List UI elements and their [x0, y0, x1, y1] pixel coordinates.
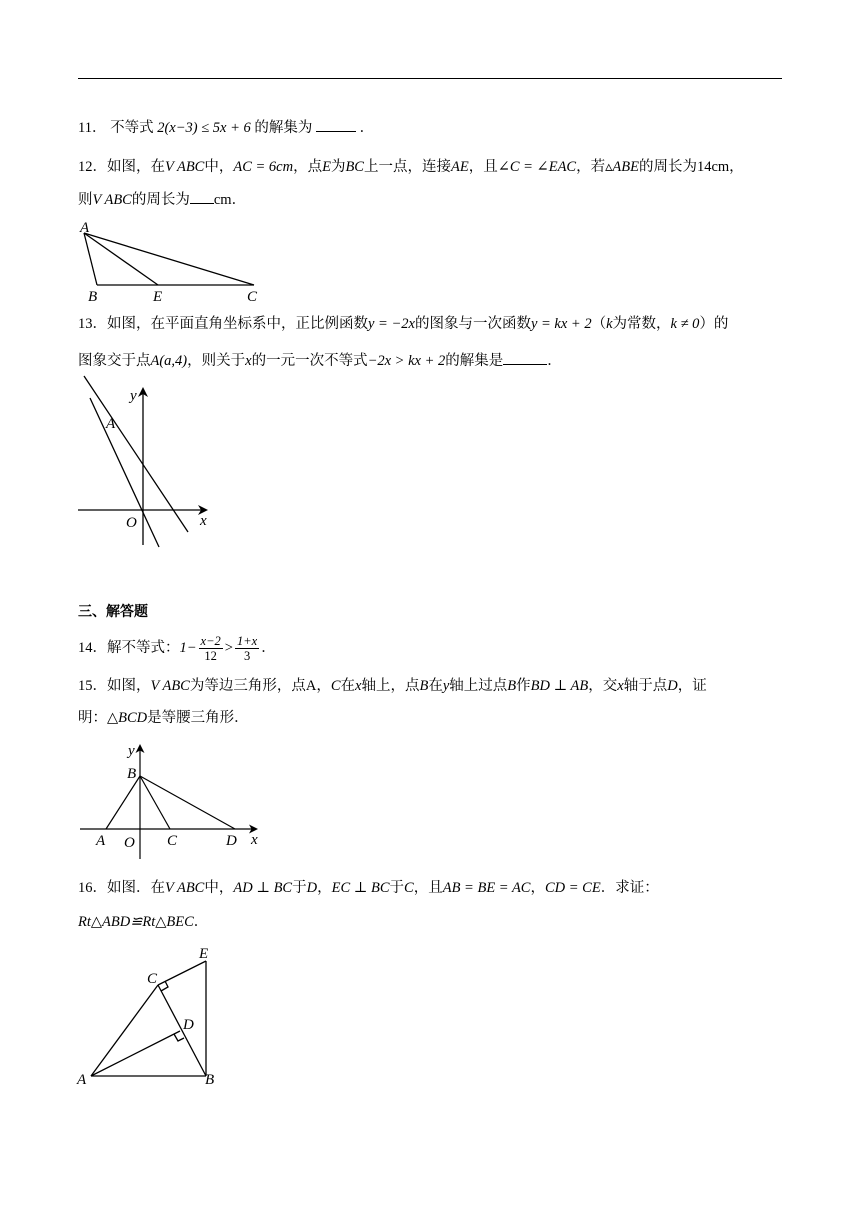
q16-triangle: V ABC — [165, 880, 205, 896]
q15-axis-x: x — [617, 678, 624, 694]
axis-label-x: x — [200, 513, 207, 529]
q14-end: ． — [261, 639, 276, 656]
q12-text: ，且 — [468, 159, 498, 175]
q13-k-condition: k ≠ 0 — [670, 316, 700, 332]
label-c: C — [247, 289, 258, 305]
q12-point-e: E — [322, 159, 331, 175]
q15-text: ， — [316, 678, 331, 694]
fraction-1-denominator: 12 — [204, 649, 217, 663]
q14-one: 1− — [179, 639, 197, 656]
q16-end: ． — [193, 914, 209, 930]
q16-statement: Rt△ABD≌Rt△BEC — [78, 914, 194, 930]
q14-gt: > — [224, 639, 233, 656]
label-d: D — [226, 833, 237, 849]
q15-text: 明： — [78, 710, 107, 726]
q12-abe: ▵ABE — [605, 159, 639, 175]
fraction-1-numerator: x−2 — [200, 634, 221, 648]
label-b: B — [88, 289, 98, 305]
q11-text-b: 的解集为 — [254, 120, 313, 136]
q15-perpendicular: BD ⊥ AB — [530, 678, 589, 694]
q16-text: ，且 — [413, 880, 443, 896]
q16-text: 中， — [204, 880, 234, 896]
q15-text: ，证 — [677, 678, 707, 694]
q15-axis-y: y — [442, 678, 450, 694]
q12-text: ， — [729, 159, 744, 175]
q12-ae: AE — [450, 159, 469, 175]
origin-label: O — [124, 835, 135, 851]
label-c: C — [147, 971, 158, 987]
q13-text: 的图象与一次函数 — [414, 316, 531, 332]
label-e: E — [153, 289, 163, 305]
q16-text: 于 — [389, 880, 405, 896]
axis-label-y: y — [130, 388, 137, 404]
q13-x: x — [245, 353, 252, 369]
q15-number: 15． — [78, 678, 107, 694]
q15-point-b: B — [507, 678, 517, 694]
label-e: E — [199, 946, 209, 962]
q16-condition-3: AB = BE = AC — [442, 880, 531, 896]
q11-text: 不等式 — [110, 120, 154, 136]
q16-text: ．求证： — [600, 880, 659, 896]
q14-text: 解不等式： — [107, 639, 180, 656]
q13-inequality: −2x > kx + 2 — [367, 353, 446, 369]
q12-text: 上一点，连接 — [363, 159, 451, 175]
q12-text: ，若 — [576, 159, 606, 175]
q13-text: ，则关于 — [187, 353, 246, 369]
q15-text: ，交 — [588, 678, 618, 694]
q13-k: k — [606, 316, 613, 332]
q12-unit: cm． — [213, 192, 247, 208]
q13-text: 图象交于点 — [78, 353, 151, 369]
label-b: B — [127, 766, 137, 782]
fraction-2-denominator: 3 — [243, 649, 251, 663]
label-a: A — [80, 220, 90, 236]
q15-axis-x: x — [355, 678, 362, 694]
q12-triangle: V ABC — [165, 159, 205, 175]
q13-text: ）的 — [699, 316, 729, 332]
q13-function-1: y = −2x — [368, 316, 415, 332]
label-b: B — [205, 1072, 215, 1088]
q12-number: 12． — [78, 159, 107, 175]
fraction-2-numerator: 1+x — [236, 634, 258, 648]
q11-end: ． — [359, 120, 375, 136]
q12-angle: ∠C = ∠EAC — [497, 159, 577, 175]
q14-number: 14． — [78, 639, 107, 656]
q15-point-a: A — [305, 678, 317, 694]
q12-bc: BC — [345, 159, 364, 175]
q15-triangle: V ABC — [150, 678, 190, 694]
q15-text: 在 — [340, 678, 356, 694]
q16-point-c: C — [404, 880, 414, 896]
q16-condition-1: AD ⊥ BC — [233, 880, 293, 896]
q13-text: 如图，在平面直角坐标系中，正比例函数 — [107, 316, 368, 332]
origin-label: O — [126, 515, 137, 531]
axis-label-y: y — [128, 743, 135, 759]
q13-number: 13． — [78, 316, 107, 332]
label-a: A — [77, 1072, 87, 1088]
q15-text: 在 — [428, 678, 443, 694]
q15-point-c: C — [330, 678, 341, 694]
q15-text: 轴上，点 — [361, 678, 420, 694]
q13-end: ． — [547, 353, 562, 369]
q16-text: 如图．在 — [107, 880, 165, 896]
q15-point-b: B — [419, 678, 429, 694]
q16-text: ， — [530, 880, 545, 896]
q12-text: ，点 — [293, 159, 323, 175]
q16-number: 16． — [78, 880, 107, 896]
q15-text: 轴上过点 — [449, 678, 508, 694]
q11-number: 11． — [78, 120, 107, 136]
q12-ac: AC = 6cm — [233, 159, 294, 175]
q15-bcd: △BCD — [107, 710, 148, 726]
q16-text: 于 — [292, 880, 307, 896]
q12-text: 如图，在 — [107, 159, 165, 175]
q13-text: 的解集是 — [445, 353, 504, 369]
q12-text: 为 — [330, 159, 346, 175]
q16-point-d: D — [306, 880, 318, 896]
q12-text: 的周长为 — [638, 159, 697, 175]
q12-perimeter: 14cm — [696, 159, 730, 175]
q13-text: 为常数， — [612, 316, 671, 332]
q15-text: 轴于点 — [623, 678, 668, 694]
q13-text: 的一元一次不等式 — [251, 353, 368, 369]
q15-point-d: D — [667, 678, 678, 694]
q13-text: （ — [591, 316, 607, 332]
q11-expression: 2(x−3) ≤ 5x + 6 — [157, 120, 251, 136]
q15-text: 是等腰三角形． — [147, 710, 249, 726]
q16-condition-2: EC ⊥ BC — [331, 880, 390, 896]
q16-condition-4: CD = CE — [544, 880, 601, 896]
axis-label-x: x — [251, 832, 258, 848]
label-a: A — [106, 416, 116, 432]
q12-text: 的周长为 — [131, 192, 190, 208]
q15-text: 如图， — [107, 678, 151, 694]
q13-point: A(a,4) — [150, 353, 188, 369]
q16-text: ， — [317, 880, 332, 896]
section-heading: 三、解答题 — [78, 604, 148, 620]
q12-triangle: V ABC — [92, 192, 132, 208]
label-d: D — [183, 1017, 194, 1033]
q13-function-2: y = kx + 2 — [530, 316, 592, 332]
q12-text: 中， — [204, 159, 234, 175]
label-a: A — [96, 833, 106, 849]
q12-text: 则 — [78, 192, 93, 208]
q15-text: 为等边三角形，点 — [189, 678, 306, 694]
q15-text: 作 — [516, 678, 531, 694]
label-c: C — [167, 833, 178, 849]
